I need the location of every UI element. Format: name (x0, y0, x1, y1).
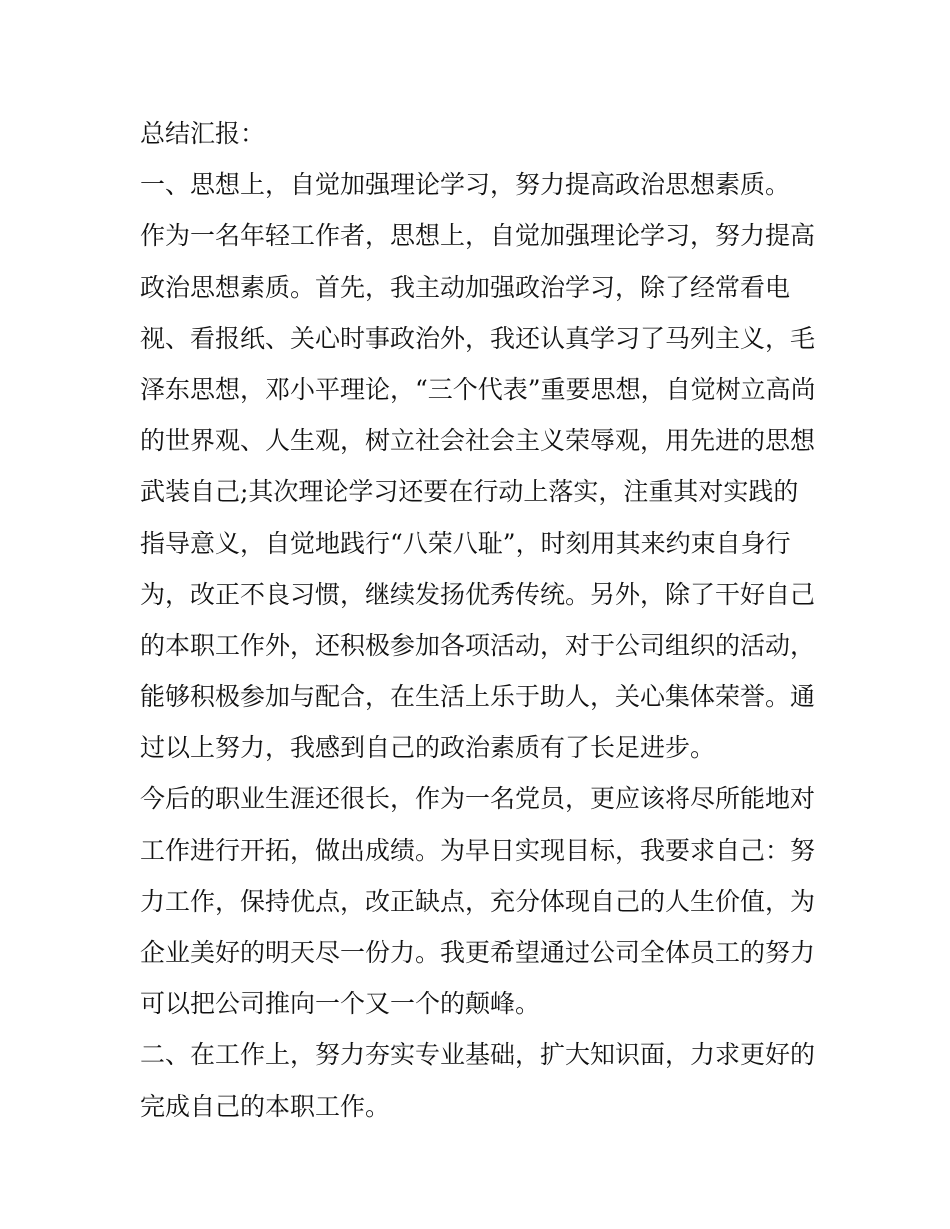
paragraph-line: 能够积极参加与配合，在生活上乐于助人，关心集体荣誉。通 (140, 682, 816, 712)
paragraph-line: 可以把公司推向一个又一个的颠峰。 (140, 989, 541, 1019)
section-two-heading: 二、在工作上，努力夯实专业基础，扩大知识面，力求更好的 (140, 1040, 816, 1070)
paragraph-line: 为，改正不良习惯，继续发扬优秀传统。另外，除了干好自己 (140, 579, 816, 609)
paragraph-line: 今后的职业生涯还很长，作为一名党员，更应该将尽所能地对 (140, 784, 816, 814)
paragraph-line: 过以上努力，我感到自己的政治素质有了长足进步。 (140, 733, 716, 763)
heading-summary: 总结汇报： (140, 119, 266, 148)
paragraph-line: 的本职工作外，还积极参加各项活动，对于公司组织的活动， (140, 630, 816, 660)
paragraph-line: 的世界观、人生观，树立社会社会主义荣辱观，用先进的思想 (140, 426, 816, 456)
paragraph-line: 工作进行开拓，做出成绩。为早日实现目标，我要求自己：努 (140, 835, 816, 865)
paragraph-line: 政治思想素质。首先，我主动加强政治学习，除了经常看电 (140, 272, 791, 302)
section-one-heading: 一、思想上，自觉加强理论学习，努力提高政治思想素质。 (140, 170, 791, 200)
document-body (140, 108, 820, 1132)
paragraph-line: 力工作，保持优点，改正缺点，充分体现自己的人生价值，为 (140, 886, 816, 916)
paragraph-line: 泽东思想，邓小平理论，“三个代表”重要思想，自觉树立高尚 (140, 374, 816, 404)
paragraph-line: 视、看报纸、关心时事政治外，我还认真学习了马列主义，毛 (140, 323, 816, 353)
paragraph-line: 指导意义，自觉地践行“八荣八耻”，时刻用其来约束自身行 (140, 528, 791, 558)
paragraph-line: 武装自己;其次理论学习还要在行动上落实，注重其对实践的 (140, 477, 799, 507)
paragraph-line: 作为一名年轻工作者，思想上，自觉加强理论学习，努力提高 (140, 221, 816, 251)
paragraph-line: 企业美好的明天尽一份力。我更希望通过公司全体员工的努力 (140, 938, 816, 967)
section-two-heading-continued: 完成自己的本职工作。 (140, 1091, 391, 1121)
